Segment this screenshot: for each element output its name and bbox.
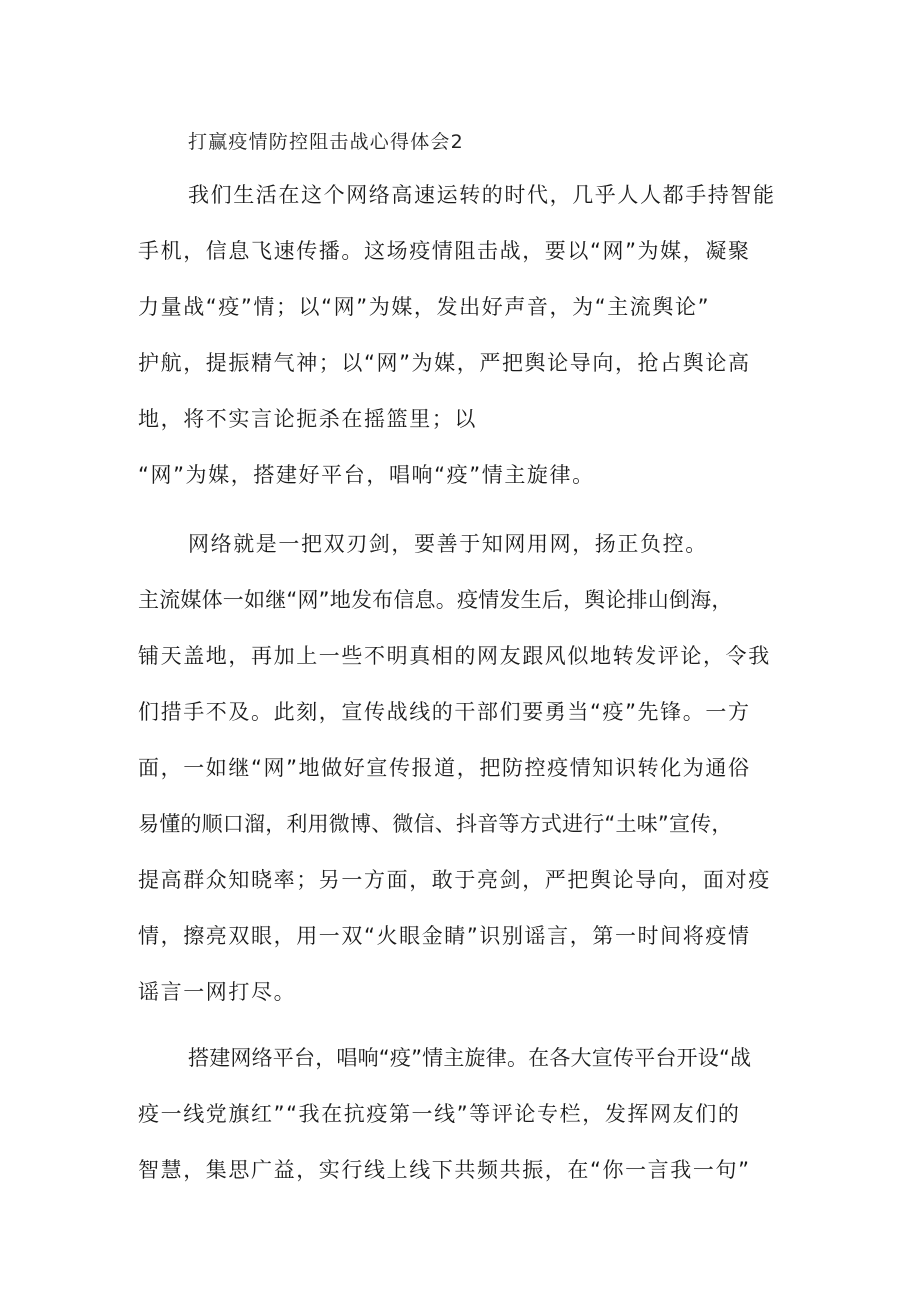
paragraph-1-line-3: 力量战“疫”情；以“网”为媒，发出好声音，为“主流舆论” bbox=[138, 295, 711, 319]
paragraph-1-line-4: 护航，提振精气神；以“网”为媒，严把舆论导向，抢占舆论高 bbox=[138, 351, 751, 375]
paragraph-2-line-1: 网络就是一把双刃剑，要善于知网用网，扬正负控。 bbox=[188, 532, 708, 556]
paragraph-2-line-4: 们措手不及。此刻，宣传战线的干部们要勇当“疫”先锋。一方 bbox=[138, 700, 751, 724]
paragraph-2-line-8: 情，擦亮双眼，用一双“火眼金睛”识别谣言，第一时间将疫情 bbox=[138, 924, 751, 948]
paragraph-1-line-1: 我们生活在这个网络高速运转的时代，几乎人人都手持智能 bbox=[188, 183, 776, 207]
paragraph-2-line-2: 主流媒体一如继“网”地发布信息。疫情发生后，舆论排山倒海， bbox=[138, 588, 733, 612]
paragraph-1-line-5: 地，将不实言论扼杀在摇篮里；以 bbox=[138, 407, 477, 431]
document-title: 打赢疫情防控阻击战心得体会2 bbox=[188, 131, 464, 153]
paragraph-2-line-6: 易懂的顺口溜，利用微博、微信、抖音等方式进行“土味”宣传， bbox=[138, 812, 733, 836]
paragraph-1-line-2: 手机，信息飞速传播。这场疫情阻击战，要以“网”为媒，凝聚 bbox=[138, 239, 751, 263]
paragraph-1-line-6: “网”为媒，搭建好平台，唱响“疫”情主旋律。 bbox=[138, 463, 595, 487]
paragraph-2-line-5: 面，一如继“网”地做好宣传报道，把防控疫情知识转化为通俗 bbox=[138, 756, 751, 780]
paragraph-3-line-2: 疫一线党旗红”“我在抗疫第一线”等评论专栏，发挥网友们的 bbox=[138, 1102, 741, 1126]
paragraph-2-line-3: 铺天盖地，再加上一些不明真相的网友跟风似地转发评论，令我 bbox=[138, 644, 771, 668]
paragraph-2-line-7: 提高群众知晓率；另一方面，敢于亮剑，严把舆论导向，面对疫 bbox=[138, 868, 771, 892]
paragraph-2-line-9: 谣言一网打尽。 bbox=[138, 980, 297, 1004]
paragraph-3-line-3: 智慧，集思广益，实行线上线下共频共振，在“你一言我一句” bbox=[138, 1158, 751, 1182]
paragraph-3-line-1: 搭建网络平台，唱响“疫”情主旋律。在各大宣传平台开设“战 bbox=[188, 1046, 752, 1070]
